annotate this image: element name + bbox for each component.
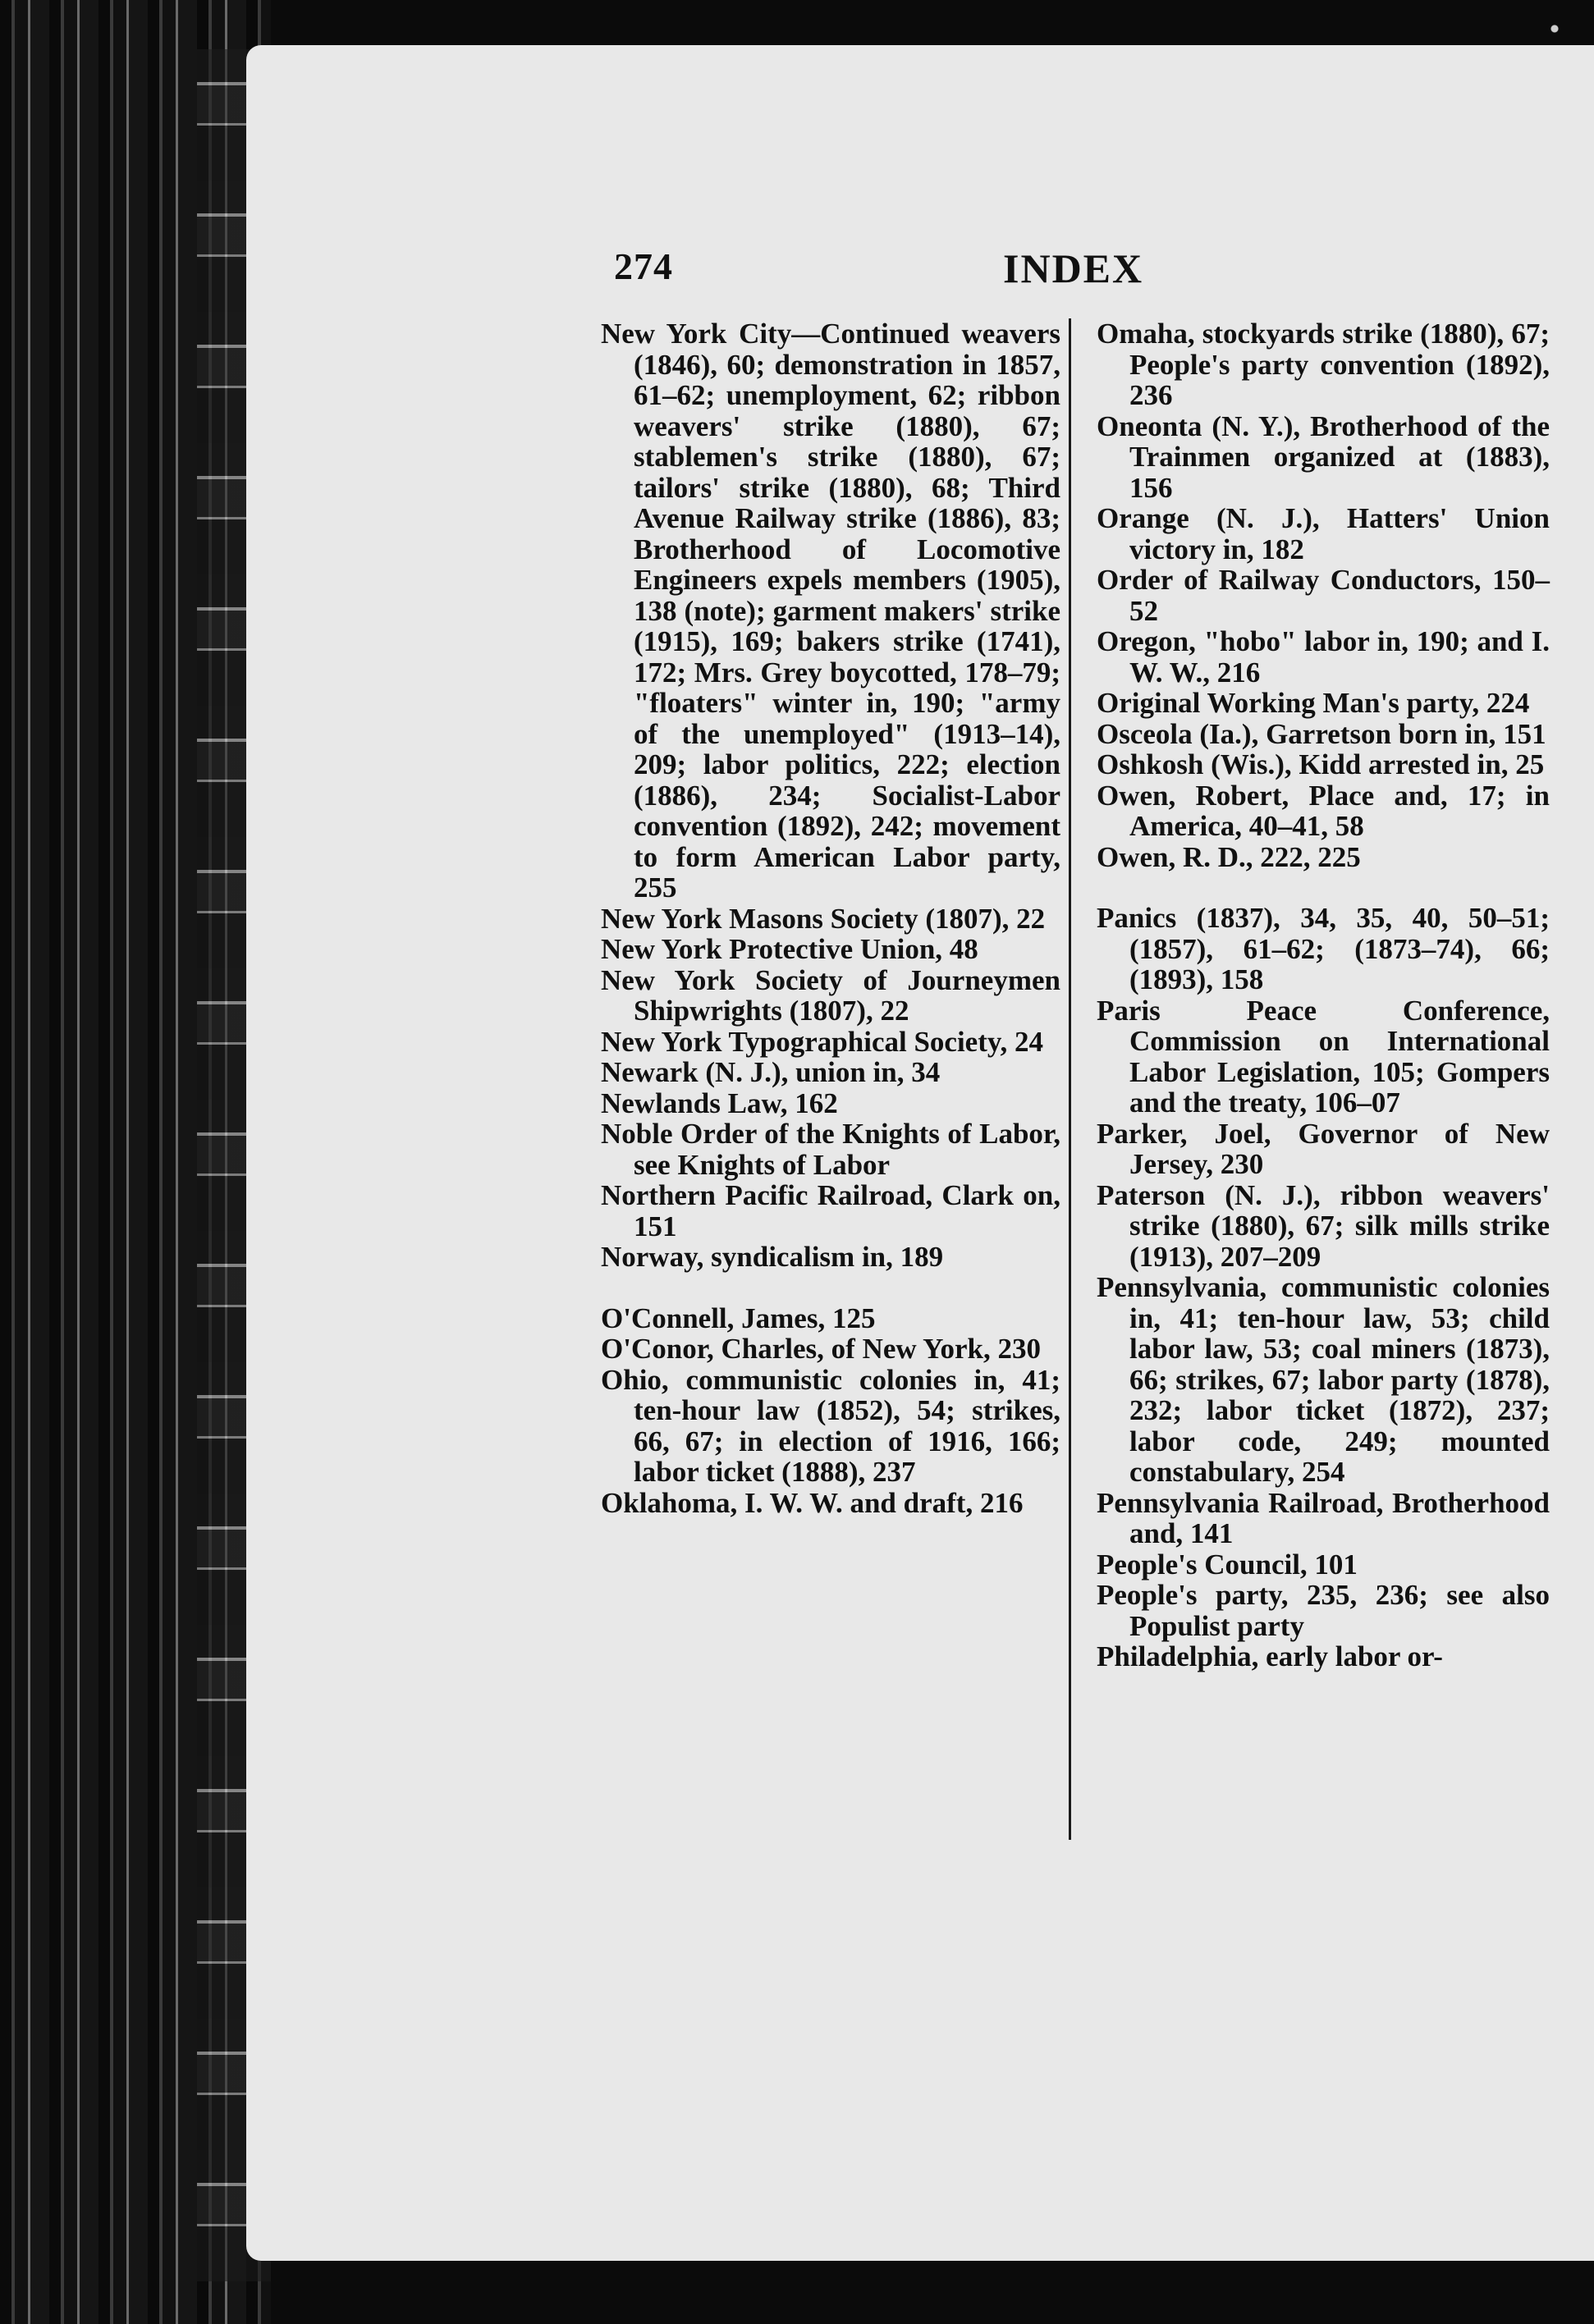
index-entry: New York City—Continued weavers (1846), 60; demonstration in 1857, 61–62; unemployment, 62; ribbon weavers' strike (1880), 67; stablemen's strike (1880), 67; tailors' strike (1880), 68; Third Avenue Railway strike (1886), 83; Brotherhood of Locomotive Engineers expels members (1905), 138 (note); garment makers' strike (1915), 169; bakers strike (1741), 172; Mrs. Grey boycotted, 178–79; "floaters" winter in, 190; "army of the unemployed" (1913–14), 209; labor politics, 222; election (1886), 234; Socialist-Labor convention (1892), 242; movement to form American Labor party, 255 bbox=[601, 318, 1060, 904]
index-entry: People's party, 235, 236; see also Populist party bbox=[1097, 1579, 1550, 1642]
index-entry: Panics (1837), 34, 35, 40, 50–51; (1857), 61–62; (1873–74), 66; (1893), 158 bbox=[1097, 902, 1550, 995]
index-entry: New York Typographical Society, 24 bbox=[601, 1025, 1043, 1058]
index-entry: Orange (N. J.), Hatters' Union victory in, 182 bbox=[1097, 502, 1550, 565]
index-entry: Owen, R. D., 222, 225 bbox=[1097, 840, 1361, 873]
index-entry: New York Society of Journeymen Shipwrights (1807), 22 bbox=[601, 963, 1060, 1027]
index-entry: New York Masons Society (1807), 22 bbox=[601, 902, 1046, 935]
index-entry: Oneonta (N. Y.), Brotherhood of the Trainmen organized at (1883), 156 bbox=[1097, 409, 1550, 504]
index-column-left bbox=[601, 318, 1060, 1518]
index-entry: Original Working Man's party, 224 bbox=[1097, 687, 1530, 719]
index-entry: Paterson (N. J.), ribbon weavers' strike (1880), 67; silk mills strike (1913), 207–209 bbox=[1097, 1178, 1550, 1273]
index-entry: Oshkosh (Wis.), Kidd arrested in, 25 bbox=[1097, 748, 1545, 780]
index-entry: O'Conor, Charles, of New York, 230 bbox=[601, 1333, 1042, 1365]
index-entry: Noble Order of the Knights of Labor, see Knights of Labor bbox=[601, 1118, 1060, 1181]
index-entry: Osceola (Ia.), Garretson born in, 151 bbox=[1097, 717, 1546, 750]
scan-artifact bbox=[1530, 8, 1579, 49]
index-entry: Owen, Robert, Place and, 17; in America, 40–41, 58 bbox=[1097, 779, 1550, 842]
letter-group-gap bbox=[601, 1273, 1060, 1303]
index-entry: Pennsylvania Railroad, Brotherhood and, 141 bbox=[1097, 1486, 1550, 1549]
page-number: 274 bbox=[614, 245, 673, 287]
index-entry: O'Connell, James, 125 bbox=[601, 1302, 876, 1334]
index-entry: Ohio, communistic colonies in, 41; ten-hour law (1852), 54; strikes, 66, 67; in election of 1916, 166; labor ticket (1888), 237 bbox=[601, 1363, 1060, 1488]
index-entry: Order of Railway Conductors, 150–52 bbox=[1097, 564, 1550, 627]
index-entry: Oregon, "hobo" labor in, 190; and I. W. W., 216 bbox=[1097, 625, 1550, 689]
index-entry: Northern Pacific Railroad, Clark on, 151 bbox=[601, 1179, 1060, 1242]
index-entry: Norway, syndicalism in, 189 bbox=[601, 1241, 944, 1273]
index-entry: New York Protective Union, 48 bbox=[601, 933, 978, 965]
index-entry: Omaha, stockyards strike (1880), 67; People's party convention (1892), 236 bbox=[1097, 318, 1550, 411]
index-entry: Newlands Law, 162 bbox=[601, 1087, 838, 1119]
index-entry: People's Council, 101 bbox=[1097, 1548, 1358, 1581]
index-entry: Philadelphia, early labor or- bbox=[1097, 1640, 1443, 1672]
index-entry: Pennsylvania, communistic colonies in, 41; ten-hour law, 53; child labor law, 53; coal miners (1873), 66; strikes, 67; labor party (1878), 232; labor ticket (1872), 237; labor code, 249; mounted constabulary, 254 bbox=[1097, 1271, 1550, 1488]
letter-group-gap bbox=[1097, 872, 1550, 903]
index-entry: Oklahoma, I. W. W. and draft, 216 bbox=[601, 1486, 1024, 1519]
index-entry: Paris Peace Conference, Commission on International Labor Legislation, 105; Gompers and the treaty, 106–07 bbox=[1097, 994, 1550, 1119]
column-divider bbox=[1069, 318, 1071, 1840]
index-entry: Parker, Joel, Governor of New Jersey, 230 bbox=[1097, 1117, 1550, 1180]
page-heading: INDEX bbox=[1003, 245, 1144, 291]
index-column-right bbox=[1097, 318, 1550, 1672]
index-entry: Newark (N. J.), union in, 34 bbox=[601, 1056, 941, 1088]
